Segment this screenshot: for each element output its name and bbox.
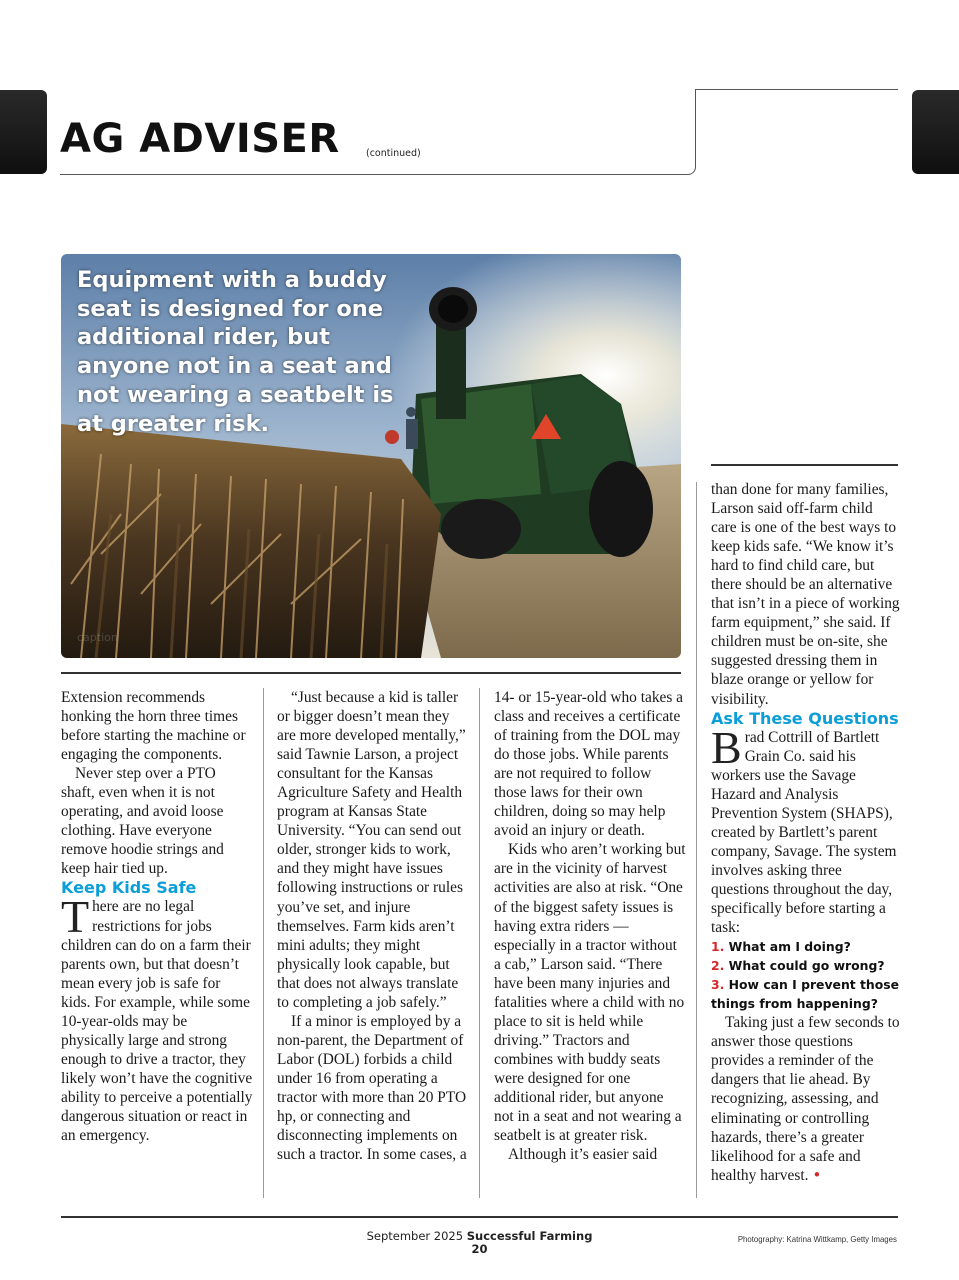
photo-caption: Equipment with a buddy seat is designed for one additional rider, but anyone not in a seat and not wearing a seatbelt is at greater risk. — [77, 267, 394, 437]
sidebar-top-rule — [711, 464, 898, 466]
drop-cap: T — [61, 891, 90, 943]
article-column-2 — [277, 688, 469, 1164]
column-divider-2 — [479, 688, 480, 1198]
article-column-1 — [61, 688, 253, 1145]
body-top-rule — [61, 672, 681, 674]
paragraph — [61, 891, 253, 1145]
header-frame-top-line — [695, 89, 898, 90]
magazine-name: Successful Farming — [466, 1229, 593, 1243]
page-number: 20 — [471, 1242, 488, 1256]
photo-credit: Photography: Katrina Wittkamp, Getty Images — [737, 1234, 897, 1244]
paragraph: “Just because a kid is taller or bigger doesn’t mean they are more developed mentally,” said Tawnie Larson, a project consultant for the Kansas Agriculture Safety and Health program at Kansas State University. “You can send out older, stronger kids to work, and they might have issues following instructions or rules you’ve set, and injure themselves. Farm kids aren’t mini adults; they might physically look capable, but that does not always translate to completing a job safely.” — [277, 689, 466, 1011]
article-column-3 — [494, 688, 686, 1164]
column-divider-3 — [696, 482, 697, 1198]
footer-rule — [61, 1216, 898, 1218]
article-column-4 — [711, 480, 901, 1185]
question-item: 1. What am I doing? — [711, 939, 851, 955]
subheading-keep-kids-safe: Keep Kids Safe — [61, 878, 197, 898]
section-title: AG ADVISER — [60, 116, 340, 162]
paragraph — [711, 721, 901, 938]
paragraph: Never step over a PTO shaft, even when it is not operating, and avoid loose clothing. Have everyone remove hoodie strings and keep hair tied up. — [61, 765, 224, 878]
end-of-article-bullet-icon: • — [812, 1165, 822, 1184]
question-item: 3. How can I prevent those things from happening? — [711, 977, 900, 1012]
right-section-tab — [912, 90, 959, 174]
paragraph: Although it’s easier said — [508, 1146, 658, 1164]
paragraph: 14- or 15-year-old who takes a class and receives a certificate of training from the DOL may do those jobs. While parents are not required to follow those laws for their own children, doing so may help avoid an injury or death. — [494, 689, 684, 840]
question-item: 2. What could go wrong? — [711, 958, 885, 974]
column-divider-1 — [263, 688, 264, 1198]
left-section-tab — [0, 90, 47, 174]
paragraph: than done for many families, Larson said off-farm child care is one of the best ways to keep kids safe. “We know it’s hard to find child care, but there should be an alternative that isn’t in a piece of working farm equipment,” she said. If children must be on-site, she suggested dressing them in blaze orange or yellow for visibility. — [711, 481, 900, 708]
paragraph-text: rad Cottrill of Bartlett Grain Co. said his workers use the Savage Hazard and Analysis Prevention System (SHAPS), created by Bartlett’s parent company, Savage. The system involves asking three questions throughout the day, specifically before starting a task: — [711, 728, 897, 937]
faint-caption-label: caption — [77, 631, 118, 644]
issue-date: September 2025 — [366, 1229, 464, 1243]
continued-label: (continued) — [366, 148, 421, 159]
paragraph: Extension recommends honking the horn three times before starting the machine or engaging the components. — [61, 689, 246, 764]
paragraph: Taking just a few seconds to answer those questions provides a reminder of the dangers that lie ahead. By recognizing, assessing, and eliminating or controlling hazards, there’s a greater likelihood for a safe and healthy harvest. • — [711, 1014, 900, 1184]
subheading-ask-these-questions: Ask These Questions — [711, 708, 899, 728]
combine-photo — [61, 254, 681, 658]
paragraph-text: here are no legal restrictions for jobs children can do on a farm their parents own, but that doesn’t mean every job is safe for kids. For example, while some 10-year-olds may be physically large and strong enough to drive a tractor, they likely won’t have the cognitive ability to perceive a potentially dangerous situation or react in an emergency. — [61, 898, 253, 1145]
drop-cap: B — [711, 721, 742, 773]
paragraph: If a minor is employed by a non-parent, the Department of Labor (DOL) forbids a child under 16 from operating a tractor with more than 20 PTO hp, or connecting and disconnecting implements on such a tractor. In some cases, a — [277, 1012, 467, 1164]
paragraph: Kids who aren’t working but are in the vicinity of harvest activities are also at risk. “One of the biggest safety issues is having extra riders — especially in a tractor without a cab,” Larson said. “There have been many injuries and fatalities where a child with no place to sit is held while driving.” Tractors and combines with buddy seats were designed for one additional rider, but anyone not in a seat and not wearing a seatbelt is at greater risk. — [494, 841, 686, 1145]
